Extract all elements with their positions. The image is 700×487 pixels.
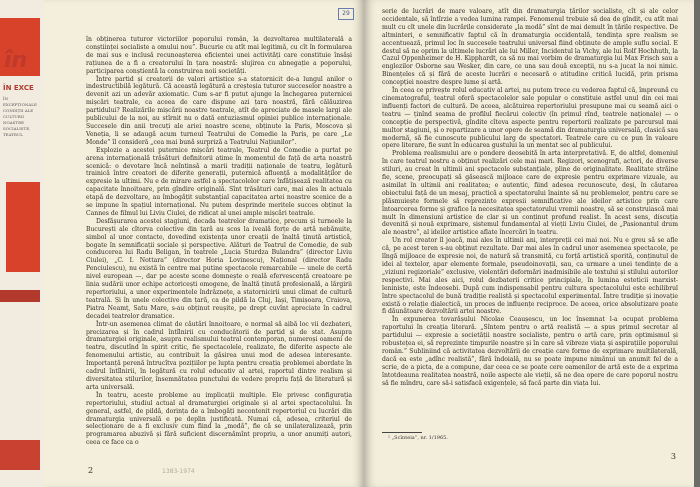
paragraph: În teatru, aceste probleme au implicații multiple. Ele privesc configurația repertoriului, studiul actual al dramaturgiei originale și al artei spectacolului. În general, astfel, de pildă, dorința de a îmbogăți necontenit repertoriul cu lucrări din dramaturgia universală e pe deplin justificată. Numai că, adesea, criteriul de selecționare de a fi exclusiv cum fiind la „modă”, fie că se unilateralizează, prin programarea abuzivă și fără suficient discernămînt propriu, a unor anumiți autori, ceea ce face ca o xyxy=(86,391,352,447)
page-number: 2 xyxy=(88,466,94,475)
cover-red-block xyxy=(0,290,40,302)
paragraph: Între partid și creatorii de valori artistice s-a statornicit de-a lungul anilor o indestructibilă legătură. Că această legătură a creșteșia tuturor succeselor noastre a devenit azi un adevăr axiomatic. Cum s-ar fi putut ajunge la închegarea puternicei mișcări teatrale, ca aceea de care dispune azi țara noastră, fără călăuzirea partidului? Realizările mișcării noastre teatrale, atît de apreciate de masele largi ale publicului de la noi, au stîrnit nu o dată entuziasmul opiniei publice internaționale. Succesele din anii trecuți ale ariei noastre scene, obținute la Paris, Moscova și Veneția, li se adaugă acum turneul Teatrului de Comedie la Paris, pe care „Le Monde” îl consideră „cea mai bună surpriză a Teatrului Națiunilor”. xyxy=(86,75,352,146)
paragraph: Într-un asemenea climat de căutări înnoitoare, e normal să aibă loc vii dezbateri, precizarea și în cadrul întîlnirii cu conducătorii de partid și de stat. Asupra dramaturgiei originale, asupra realismului teatral contemporan, numeroși oameni de teatru, discutînd în spirit critic, fie spectacolele, realizate, fie diferite aspecte ale fenomenului artistic, au contribuit la găsirea unui mod de adesea interesante. Importanță perenă întrucîtva pozițiilor pe lupta pentru creația problemei abordate în cadrul întîlnirii, în legătură cu rolul educativ al artei, raportul dintre realism și diversitatea stilurilor, însemnătatea punctului de vedere propriu față de literatură și arta universală. xyxy=(86,320,352,391)
cover-red-block xyxy=(6,182,40,272)
archive-stamp: 29 xyxy=(338,8,354,20)
cover-title: în xyxy=(4,48,28,73)
paragraph: Problema realismului are o pondere deosebită în arta interpretativă. E, de altfel, domeniul în care teatrul nostru a obținut realizări cele mai mari. Regizori, scenografi, actori, de diverse stiluri, au creat în ultimii ani spectacole substanțiale, pline de originalitate. Realitate străine fie, scene, preocupați să găsească mijloace care de expresie pentru exprimare vizuale, au asimilat în ultimii ani realitatea; e autentic, fiind adesea recunoscute, deși, în căutarea obiectului față de un mesaj, practică a spectatorului înainte să nu problemelor, pentru care se plăsmuiește formele să reprezinte expresii semnificative ale ideilor artistice prin care întoarcerea forme și grafice la necesitatea spectatorului vremii noastre, să se construiască mai mult în dimensiuni artistice de clar și un conținut profund realist. În acest sens, discuția devenită și nouă exprimare, sistemul fundamental al vieții Liviu Ciulei, de „Pasionantul drum ale noastre”, al ideilor artistice aflate încercări în teatru. xyxy=(382,150,678,237)
cover-red-block xyxy=(0,440,40,470)
footnote-rule xyxy=(382,432,422,433)
footnote: ¹ „Scînteia”, nr. 1/1965. xyxy=(388,435,448,441)
paragraph: Desfășurarea acestei stagiuni, decada teatrelor dramatice, precum și turneele la București ale cîtorva colective din țară au scos la iveală forțe de artă nebănuite, simbol al unor contacte, dovedind existența unor creații de înaltă ținută artistică, bogate în semnificații sociale și perspective. Alături de Teatrul de Comedie, de sub conducerea lui Radu Beligan, în teatrele „Lucia Sturdza Bulandra” (director Liviu Ciulei), „C. I. Nottara” (director Horia Lovinescu), Național (director Radu Penciulescu), nu există în centre mai putine spectacole remarcabile — unele de certă nivel european —, dar pe aceste scene domnește o reală efervescență creatoare pe linia sudării unor echipe actoricești omogene, de înaltă ținută profesională, a lărgirii repertoriului, a unor experimentele îndrăznețe, a statornicirii unui climat de cultură teatrală. Și în unele colective din țară, ca de pildă la Cluj, Iași, Timișoara, Craiova, Piatra Neamț, Satu Mare, s-au obținut reușite, pe drept cuvînt apreciate în cadrul decadei teatrelor dramatice. xyxy=(86,217,352,320)
paragraph: Un rol creator îl joacă, mai ales în ultimii ani, interpreții cei mai noi. Nu e greu să se afle că, pe acest teren s-au obținut rezultate. Dar mai ales în cadrul unor asemenea spectacole, pe lîngă mijloace de expresie noi, de natură să transmită, cu forță artistică sporită, conținutul de idei al textelor, apar elemente formale, pseudoinovații, sau, ca urmare a unei tendințe de a „viziuni regizoriale” exclusive, violentări deformări inadmisibile ale textului și stilului autorilor respectivi. Mai ales aici, rolul dezbaterii critice principiale, în lumina esteticii marxist-leniniste, este îndeosebi. După cum indispensabil pentru cultura spectacolului este echilibrul între spectacolul de bună tradiție realistă și spectacolul experimental. Între tradiție și inovație există o relație dialectică, un proces de influențe reciproce. De aceea, orice absolutizare poate fi dăunătoare dezvoltării artei noastre. xyxy=(382,237,678,316)
book-edge xyxy=(694,0,700,487)
right-page xyxy=(364,0,694,487)
paragraph: În ceea ce privește rolul educativ al artei, nu putem trece cu vederea faptul că, împreună cu cinematograful, teatrul oferă spectacolelor sale popular o constituie astfel unul din cei mai influenți factori de cultură. De aceea, alcătuirea repertoriului presupune mai cu seamă aici o teatru — ținînd seama de profilul fiecărui colectiv (în primul rînd, teatrele naționale) — o concepție de perspectivă, gîndite cîteva aspecte pentru repertorii realizate pe parcursul mai multor stagiuni, și o repartizare a unor opere de seamă din dramaturgia universală, clasică sau modernă, să fie cunoscute publicului larg de spectatori. Teatrele care cu ce pun în valoare opere literare, fie sunt în educarea gustului la un mentat sec al publicului. xyxy=(382,87,678,150)
paragraph: în obținerea tuturor victoriilor poporului român, la dezvoltarea multilaterală a conștiinței socialiste a omului nou”. Bucurie cu atît mai legitimă, cu cît în formularea de mai sus e inclusă recunoașterea eficientei unei activități care constituie însăși rațiunea de a fi a creatorului în țara noastră: slujirea cu abnegație a poporului, participarea conștientă la construirea noii societăți. xyxy=(86,36,352,75)
book-cover-strip xyxy=(0,0,44,487)
cover-subtitle: ÎN EXCE xyxy=(3,84,34,92)
paragraph: În expunerea tovarășului Nicolae Ceaușescu, un loc însemnat l-a ocupat problema raportului în creația literară. „Sîntem pentru o artă realistă — a spus primul secretar al partidului — expresie a societății noastre socialiste, pentru o artă care, prin optimismul și robustețea ei, să reprezinte timpurile noastre și în care să vibreze viața și aspirațiile poporului român.” Subliniind că activitatea dezvoltării de creație care forme de exprimare multilaterală, dacă ea este „adînc realistă”, fără îndoială, nu se poate impune nimănui un anumit fel de a scrie, de a picta, de a compune, dar ceea ce se poate cere oamenilor de artă este de a exprima întotdeauna realitatea noastră, noile aspecte ale vieții, să ne dea opere de care poporul nostru să fie mîndru, care să-i satisfacă exigențele, să facă parte din viața lui. xyxy=(382,316,678,387)
paragraph: serie de lucrări de mare valoare, atît din dramaturgia țărilor socialiste, cît și ale celor occidentale, să întîrzie a vedea lumina rampei. Fenomenul trebuie să dea de gîndit, cu atît mai mult cu cît unele din lucrările considerate „la modă” sînt de mai demult în țările respective. De altminteri, e semnificativ faptul că în dramaturgia occidentală, tendința spre realism se accentuează, primul loc în succesele teatrului universal fiind obținute de ample suflu social. E destul să ne oprim la ultimele lucrări ale lui Miller, Incidentul la Vichy, ale lui Rolf Hochhuth, la Cazul Oppenheimer de H. Kipphardt, ca să nu mai vorbim de dramaturgia lui Max Frisch sau a englezilor Osborne sau Wesker, din care, ce una sau două excepții, nu s-a jucat la noi nimic. Binențeles că și fără de aceste lucrări e necesară o atitudine critică lucidă, prin prisma concepției noastre despre lume și artă. xyxy=(382,8,678,87)
cover-snippet: ÎN EXCEPȚIONALE CONDIȚII ALE CULTURII NOASTRE SOCIALISTE, TEATRUL xyxy=(3,96,37,137)
left-page xyxy=(44,0,364,487)
right-text-column xyxy=(382,8,678,388)
pencil-note: 1383-1974 xyxy=(162,468,195,475)
paragraph: Explozie a acestei puternice mișcări teatrale, Teatrul de Comedie a purtat pe arena internațională trăsături definitorii atime în momentul de față de arta noastră scenică: o devotare încă neîntinsă a marii tradiții naționale de teatru, legătură trainică între creatori de diferite generații, puternică afluență a modalităților de expresie la ultimi. Nu e de mirare astfel a spectacolelor care înfățișează realitatea cu capacitate înnoitoare, prin gîndire originală. Sînt trăsături care, mai ales în actuala etapă de dezvoltare, au îmbogățit substanțial capacitatea artei noastre scenice de a se impune în spațiul internațional. Nu putem desprinde meritele succes obținut la Cannes de filmul lui Liviu Ciulei, de ridicat al unei ample mișcări teatrale. xyxy=(86,146,352,217)
page-number: 3 xyxy=(670,452,676,461)
left-text-column xyxy=(86,36,352,447)
